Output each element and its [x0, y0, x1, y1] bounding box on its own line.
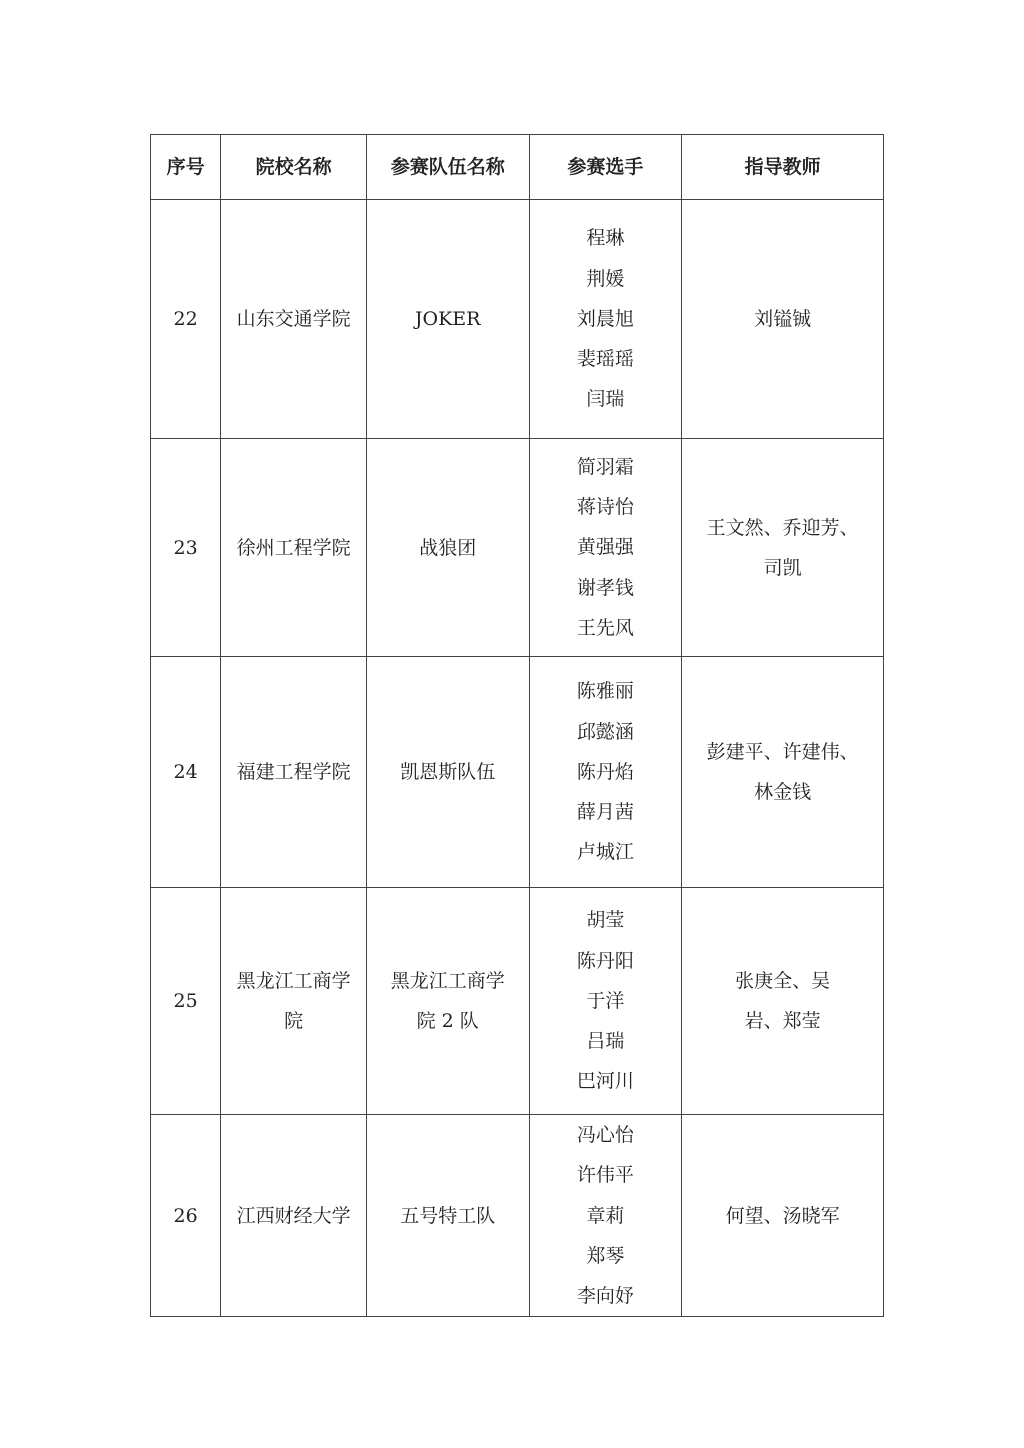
table-row	[151, 1115, 884, 1317]
table-row	[151, 888, 884, 1115]
member-name: 蒋诗怡	[576, 496, 634, 519]
header-school: 院校名称	[221, 135, 367, 200]
member-name: 谢孝钱	[576, 576, 634, 599]
member-name: 巴河川	[576, 1070, 634, 1093]
member-name: 许伟平	[576, 1164, 634, 1187]
header-teacher: 指导教师	[682, 135, 884, 200]
cell-teacher: 王文然、乔迎芳、司凯	[682, 439, 884, 657]
cell-school: 山东交通学院	[221, 200, 367, 439]
member-name: 章莉	[586, 1204, 625, 1227]
cell-team: 战狼团	[366, 439, 529, 657]
member-name: 简羽霜	[576, 455, 634, 478]
cell-school: 福建工程学院	[221, 657, 367, 888]
cell-no: 24	[151, 657, 221, 888]
member-name: 裴瑶瑶	[576, 348, 634, 371]
member-name: 荆媛	[586, 267, 625, 290]
member-name: 邱懿涵	[576, 720, 634, 743]
cell-teacher: 刘镒铖	[682, 200, 884, 439]
cell-no: 23	[151, 439, 221, 657]
member-name: 程琳	[586, 227, 625, 250]
member-name: 闫瑞	[586, 388, 625, 411]
cell-team: 凯恩斯队伍	[366, 657, 529, 888]
cell-teacher: 张庚全、吴岩、郑莹	[682, 888, 884, 1115]
cell-no: 26	[151, 1115, 221, 1317]
member-name: 卢城江	[576, 841, 634, 864]
cell-members	[529, 657, 682, 888]
cell-members	[529, 888, 682, 1115]
member-name: 冯心怡	[576, 1124, 634, 1146]
member-name: 吕瑞	[586, 1030, 625, 1053]
header-no: 序号	[151, 135, 221, 200]
member-name: 郑琴	[586, 1244, 625, 1267]
member-name: 刘晨旭	[576, 307, 634, 330]
cell-team: 五号特工队	[366, 1115, 529, 1317]
member-name: 胡莹	[586, 909, 625, 932]
cell-members	[529, 200, 682, 439]
member-name: 李向妤	[576, 1285, 634, 1308]
cell-no: 22	[151, 200, 221, 439]
table-row	[151, 439, 884, 657]
header-team: 参赛队伍名称	[366, 135, 529, 200]
header-members: 参赛选手	[529, 135, 682, 200]
member-name: 黄强强	[576, 536, 634, 559]
cell-members	[529, 439, 682, 657]
member-name: 于洋	[586, 989, 625, 1012]
cell-teacher: 彭建平、许建伟、林金钱	[682, 657, 884, 888]
member-name: 薛月茜	[576, 801, 634, 824]
cell-school: 江西财经大学	[221, 1115, 367, 1317]
cell-school: 黑龙江工商学院	[221, 888, 367, 1115]
member-name: 陈雅丽	[576, 680, 634, 703]
cell-team: 黑龙江工商学院 2 队	[366, 888, 529, 1115]
table-row	[151, 200, 884, 439]
header-row	[151, 135, 884, 200]
roster-table	[150, 134, 884, 1317]
table-row	[151, 657, 884, 888]
member-name: 王先风	[576, 616, 634, 639]
cell-team: JOKER	[366, 200, 529, 439]
cell-no: 25	[151, 888, 221, 1115]
cell-teacher: 何望、汤晓军	[682, 1115, 884, 1317]
cell-school: 徐州工程学院	[221, 439, 367, 657]
member-name: 陈丹焰	[576, 760, 634, 783]
member-name: 陈丹阳	[576, 949, 634, 972]
cell-members	[529, 1115, 682, 1317]
